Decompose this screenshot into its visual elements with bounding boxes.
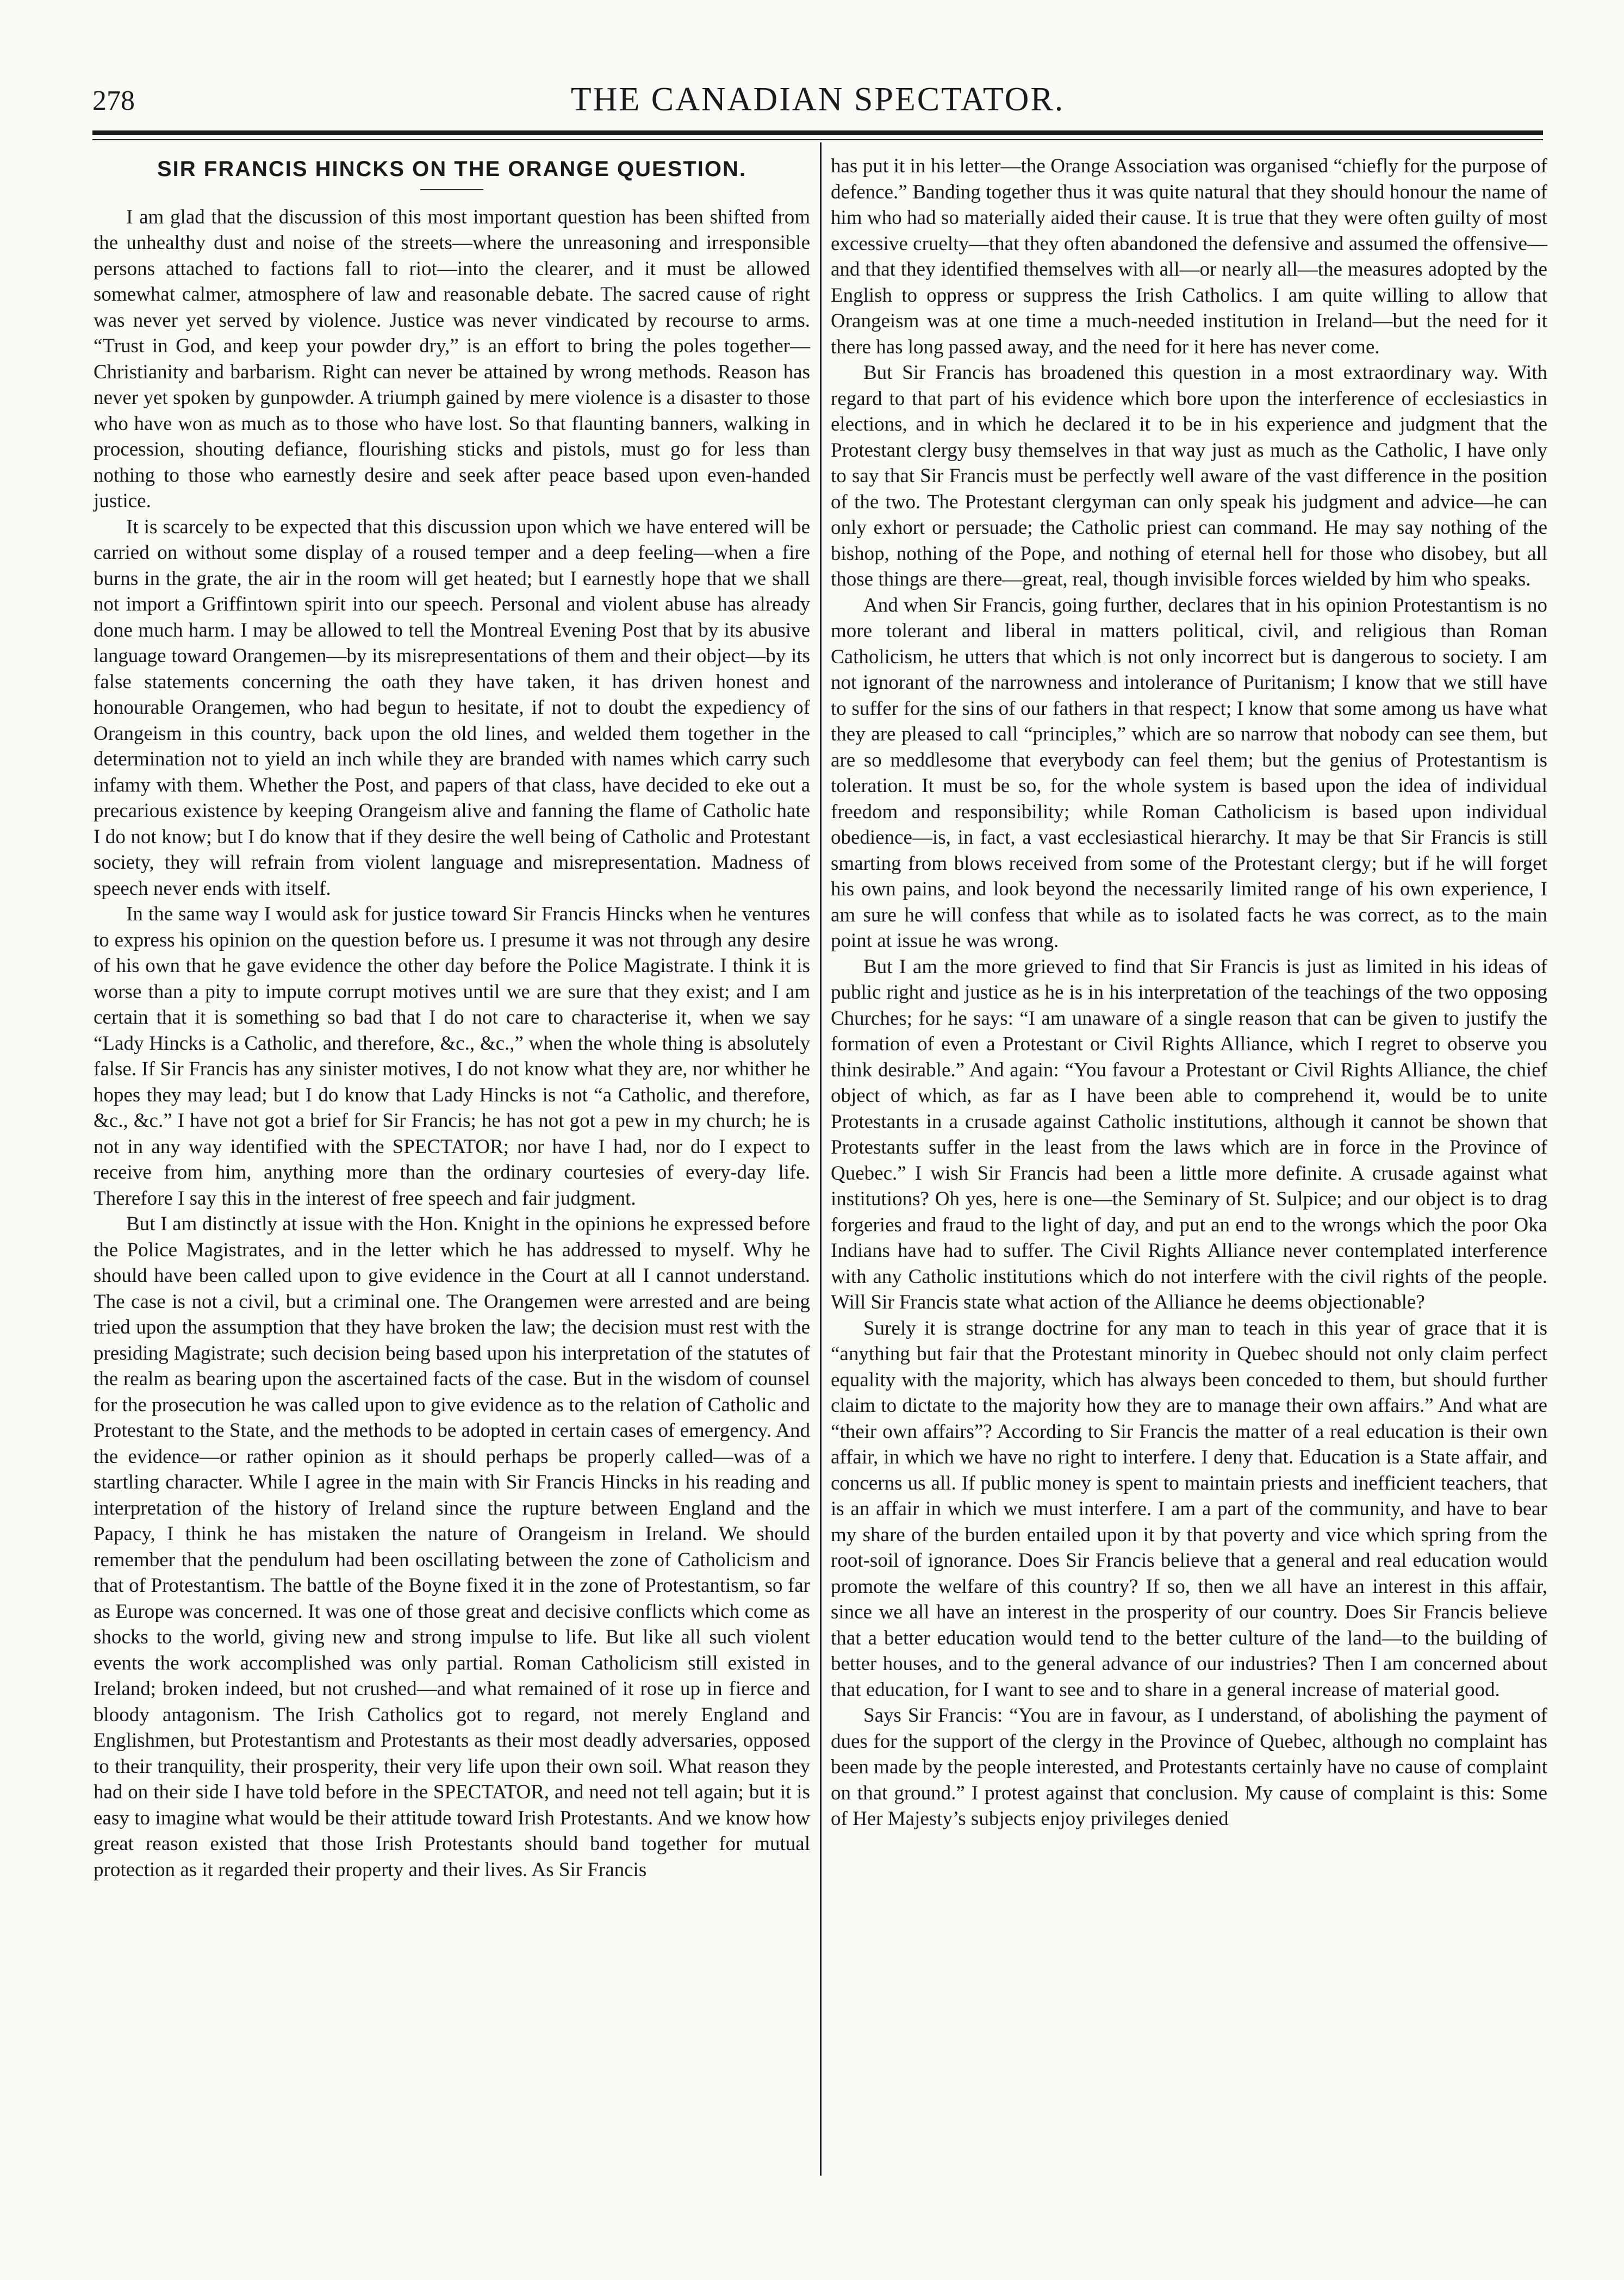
paragraph-continued: has put it in his letter—the Orange Association was organised “chiefly for the purpose of defence.” Banding together thus it was quite natural that they should honour the name of him who had so materially aided their cause. It is true that they were often guilty of most excessive cruelty—that they often abandoned the defensive and assumed the offensive—and that they identified themselves with all—or nearly all—the measures adopted by the English to oppress or suppress the Irish Catholics. I am quite willing to allow that Orangeism was at one time a much-needed institution in Ireland—but the need for it there has long passed away, and the need for it here has never come. bbox=[831, 155, 1547, 358]
page-header bbox=[92, 80, 1543, 124]
right-column bbox=[831, 153, 1547, 1832]
paragraph: And when Sir Francis, going further, declares that in his opinion Protestantism is no more tolerant and liberal in matters political, civil, and religious than Roman Catholicism, he utters that which is not only incorrect but is dangerous to society. I am not ignorant of the narrowness and intolerance of Puritanism; I know that we still have to suffer for the sins of our fathers in that respect; I know that some among us have what they are pleased to call “principles,” which are so narrow that nobody can see them, but are so meddlesome that everybody can feel them; but the genius of Protestantism is toleration. It must be so, for the whole system is based upon the idea of individual freedom and responsibility; while Roman Catholicism is based upon individual obedience—is, in fact, a vast ecclesiastical hierarchy. It may be that Sir Francis is still smarting from blows received from some of the Protestant clergy; but if he will forget his own pains, and look beyond the necessarily limited range of his own experience, I am sure he will confess that while as to isolated facts he was correct, as to the main point at issue he was wrong. bbox=[831, 594, 1547, 952]
column-divider bbox=[820, 142, 822, 2176]
paragraph: It is scarcely to be expected that this discussion upon which we have entered will be carried on without some display of a roused temper and a deep feeling—when a fire burns in the grate, the air in the room will get heated; but I earnestly hope that we shall not import a Griffintown spirit into our speech. Personal and violent abuse has already done much harm. I may be allowed to tell the Montreal Evening Post that by its abusive language toward Orangemen—by its misrepresentations of them and their object—by its false statements concerning the oath they have taken, it has driven honest and honourable Orangemen, who had begun to hesitate, if not to doubt the expediency of Orangeism in this country, back upon the old lines, and welded them together in the determination not to yield an inch while they are branded with names which carry such infamy with them. Whether the Post, and papers of that class, have decided to eke out a precarious existence by keeping Orangeism alive and fanning the flame of Catholic hate I do not know; but I do know that if they desire the well being of Catholic and Protestant society, they will refrain from violent language and misrepresentation. Madness of speech never ends with itself. bbox=[94, 515, 810, 900]
paragraph: But I am distinctly at issue with the Hon. Knight in the opinions he expressed before the Police Magistrates, and in the letter which he has addressed to myself. Why he should have been called upon to give evidence in the Court at all I cannot understand. The case is not a civil, but a criminal one. The Orangemen were arrested and are being tried upon the assumption that they have broken the law; the decision must rest with the presiding Magistrate; such decision being based upon his interpretation of the statutes of the realm as bearing upon the ascertained facts of the case. But in the wisdom of counsel for the prosecution he was called upon to give evidence as to the relation of Catholic and Protestant to the State, and the methods to be adopted in certain cases of emergency. And the evidence—or rather opinion as it should perhaps be properly called—was of a startling character. While I agree in the main with Sir Francis Hincks in his reading and interpretation of the history of Ireland since the rupture between England and the Papacy, I think he has mistaken the nature of Orangeism in Ireland. We should remember that the pendulum had been oscillating between the zone of Catholicism and that of Protestantism. The battle of the Boyne fixed it in the zone of Protestantism, so far as Europe was concerned. It was one of those great and decisive conflicts which come as shocks to the world, giving new and strong impulse to life. But like all such violent events the work accomplished was only partial. Roman Catholicism still existed in Ireland; broken indeed, but not crushed—and what remained of it rose up in fierce and bloody antagonism. The Irish Catholics got to regard, not merely England and Englishmen, but Protestantism and Protestants as their most deadly adversaries, opposed to their tranquility, their prosperity, their very life upon their own soil. What reason they had on their side I have told before in the SPECTATOR, and need not tell again; but it is easy to imagine what would be their attitude toward Irish Protestants. And we know how great reason existed that those Irish Protestants should band together for mutual protection as it regarded their property and their lives. As Sir Francis bbox=[94, 1213, 810, 1881]
header-rule-thick bbox=[92, 130, 1543, 135]
title-rule bbox=[420, 189, 483, 190]
page-number: 278 bbox=[92, 85, 135, 116]
paragraph: Says Sir Francis: “You are in favour, as I understand, of abolishing the payment of dues for the support of the clergy in the Province of Quebec, although no complaint has been made by the people interested, and Protestants certainly have no cause of complaint on that ground.” I protest against that conclusion. My cause of complaint is this: Some of Her Majesty’s subjects enjoy privileges denied bbox=[831, 1704, 1547, 1830]
article-title: SIR FRANCIS HINCKS ON THE ORANGE QUESTION. bbox=[157, 157, 747, 181]
left-column bbox=[94, 153, 810, 1883]
paragraph: I am glad that the discussion of this most important question has been shifted from the unhealthy dust and noise of the streets—where the unreasoning and irresponsible persons attached to factions fall to riot—into the clearer, and it must be allowed somewhat calmer, atmosphere of law and reasonable debate. The sacred cause of right was never yet served by violence. Justice was never vindicated by recourse to arms. “Trust in God, and keep your powder dry,” is an effort to bring the poles together—Christianity and barbarism. Right can never be attained by wrong methods. Reason has never yet spoken by gunpowder. A triumph gained by mere violence is a disaster to those who have won as much as to those who have lost. So that flaunting banners, walking in procession, shouting defiance, flourishing sticks and pistols, must go for less than nothing to those who earnestly desire and seek after peace based upon even-handed justice. bbox=[94, 205, 810, 512]
paragraph: But Sir Francis has broadened this question in a most extraordinary way. With regard to that part of his evidence which bore upon the interference of ecclesiastics in elections, and in which he declared it to be in his experience and judgment that the Protestant clergy busy themselves in that way just as much as the Catholic, I have only to say that Sir Francis must be perfectly well aware of the vast difference in the position of the two. The Protestant clergyman can only speak his judgment and advice—he can only exhort or persuade; the Catholic priest can command. He may say nothing of the bishop, nothing of the Pope, and nothing of eternal hell for those who disobey, but all those things are there—great, real, though invisible forces wielded by him who speaks. bbox=[831, 362, 1547, 590]
paragraph: Surely it is strange doctrine for any man to teach in this year of grace that it is “anything but fair that the Protestant minority in Quebec should not only claim perfect equality with the majority, which has always been conceded to them, but should further claim to dictate to the majority how they are to manage their own affairs.” And what are “their own affairs”? According to Sir Francis the matter of a real education is their own affair, in which we have no right to interfere. I deny that. Education is a State affair, and concerns us all. If public money is spent to maintain priests and inefficient teachers, that is an affair in which we must interfere. I am a part of the community, and have to bear my share of the burden entailed upon it by that poverty and vice which spring from the root-soil of ignorance. Does Sir Francis believe that a general and real education would promote the welfare of this country? If so, then we all have an interest in this affair, since we all have an interest in the prosperity of our country. Does Sir Francis believe that a better education would tend to the better culture of the land—to the building of better houses, and to the general advance of our industries? Then I am concerned about that education, for I want to see and to share in a general increase of material good. bbox=[831, 1317, 1547, 1701]
paragraph: In the same way I would ask for justice toward Sir Francis Hincks when he ventures to express his opinion on the question before us. I presume it was not through any desire of his own that he gave evidence the other day before the Police Magistrate. I think it is worse than a pity to impute corrupt motives until we are sure that they exist; and I am certain that it is something so bad that I do not care to characterise it, when we say “Lady Hincks is a Catholic, and therefore, &c., &c.,” when the whole thing is absolutely false. If Sir Francis has any sinister motives, I do not know what they are, nor whither he hopes they may lead; but I do know that Lady Hincks is not “a Catholic, and therefore, &c., &c.” I have not got a brief for Sir Francis; he has not got a pew in my church; he is not in any way identified with the SPECTATOR; nor have I had, nor do I expect to receive from him, anything more than the ordinary courtesies of every-day life. Therefore I say this in the interest of free speech and fair judgment. bbox=[94, 903, 810, 1210]
journal-title: THE CANADIAN SPECTATOR. bbox=[570, 81, 1065, 118]
paragraph: But I am the more grieved to find that Sir Francis is just as limited in his ideas of public right and justice as he is in his interpretation of the teachings of the two opposing Churches; for he says: “I am unaware of a single reason that can be given to justify the formation of even a Protestant or Civil Rights Alliance, which I regret to observe you think desirable.” And again: “You favour a Protestant or Civil Rights Alliance, the chief object of which, as far as I have been able to comprehend it, would be to unite Protestants in a crusade against Catholic institutions, although it cannot be shown that Protestants suffer in the least from the laws which are in force in the Province of Quebec.” I wish Sir Francis had been a little more definite. A crusade against what institutions? Oh yes, here is one—the Seminary of St. Sulpice; and our object is to drag forgeries and fraud to the light of day, and put an end to the wrongs which the poor Oka Indians have had to suffer. The Civil Rights Alliance never contemplated interference with any Catholic institutions which do not interfere with the civil rights of the people. Will Sir Francis state what action of the Alliance he deems objectionable? bbox=[831, 955, 1547, 1313]
header-rule-thin bbox=[92, 139, 1543, 140]
